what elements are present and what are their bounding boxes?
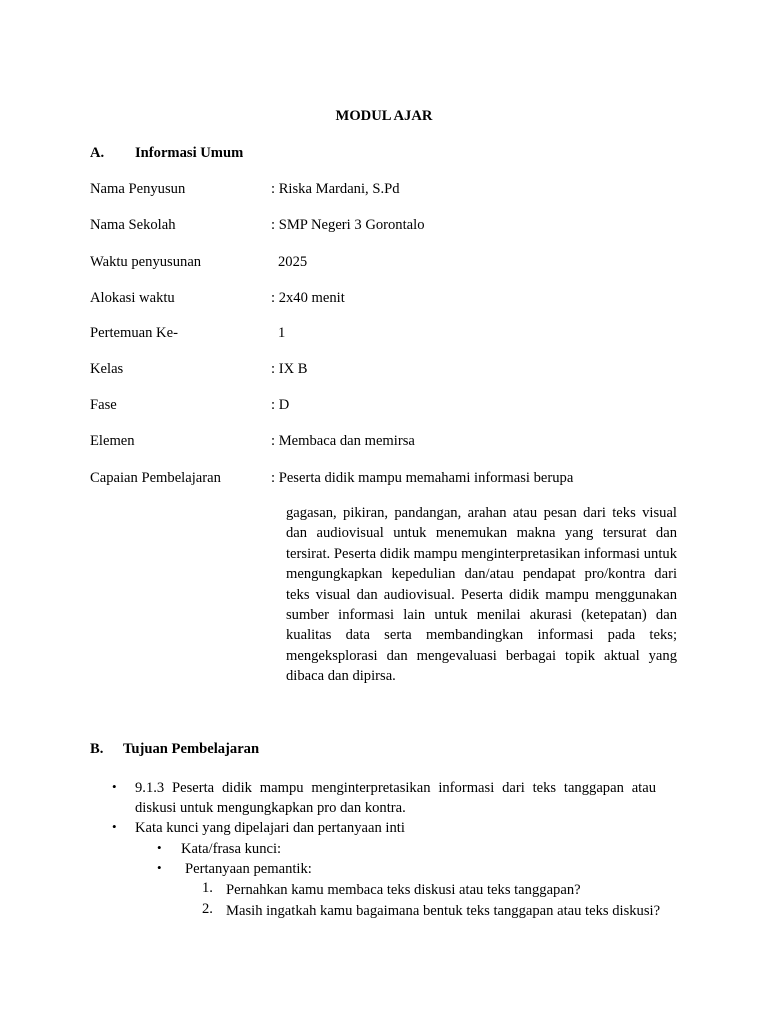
info-row-capaian	[90, 470, 690, 490]
sub-list-item-text: Kata/frasa kunci:	[181, 841, 282, 857]
section-a-title: Informasi Umum	[135, 145, 244, 161]
info-label: Alokasi waktu	[90, 290, 175, 306]
question-item	[202, 901, 682, 922]
bullet-marker: •	[157, 860, 162, 875]
info-label: Elemen	[90, 433, 135, 449]
info-row-nama-penyusun	[90, 181, 690, 201]
info-label: Capaian Pembelajaran	[90, 470, 221, 486]
list-item-text: Kata kunci yang dipelajari dan pertanyaan inti	[135, 820, 405, 836]
bullet-marker: •	[157, 840, 162, 855]
question-number: 2.	[202, 901, 213, 917]
info-row-elemen	[90, 433, 690, 453]
section-a-letter: A.	[90, 145, 105, 161]
info-value: : Peserta didik mampu memahami informasi berupa	[271, 470, 574, 486]
info-value: : IX B	[271, 361, 308, 377]
section-b-title: Tujuan Pembelajaran	[123, 741, 260, 757]
question-number: 1.	[202, 880, 213, 896]
list-item	[112, 778, 672, 820]
bullet-marker: •	[112, 779, 117, 794]
info-row-alokasi-waktu	[90, 290, 690, 310]
info-row-nama-sekolah	[90, 217, 690, 237]
info-row-pertemuan	[90, 325, 690, 345]
sub-list-item-text: Pertanyaan pemantik:	[185, 861, 312, 877]
section-b-letter: B.	[90, 741, 104, 757]
info-value: : SMP Negeri 3 Gorontalo	[271, 217, 425, 233]
sub-list-item	[157, 859, 457, 880]
section-a-heading	[90, 145, 243, 162]
info-row-fase	[90, 397, 690, 417]
question-text: Pernahkan kamu membaca teks diskusi atau teks tanggapan?	[226, 882, 581, 898]
info-label: Kelas	[90, 361, 124, 377]
info-label: Waktu penyusunan	[90, 254, 202, 270]
info-value: : 2x40 menit	[271, 290, 345, 306]
info-value: : Riska Mardani, S.Pd	[271, 181, 400, 197]
info-row-kelas	[90, 361, 690, 381]
info-value: 1	[278, 325, 286, 341]
document-title: MODUL AJAR	[335, 108, 433, 124]
info-label: Pertemuan Ke-	[90, 325, 178, 341]
list-item-text: 9.1.3 Peserta didik mampu menginterpretasikan informasi dari teks tanggapan atau diskusi untuk mengungkapkan pro dan kontra.	[135, 780, 656, 817]
section-b-heading	[90, 741, 259, 758]
question-item	[202, 880, 682, 901]
info-value: : Membaca dan memirsa	[271, 433, 415, 449]
sub-list-item	[157, 839, 457, 860]
question-text: Masih ingatkah kamu bagaimana bentuk teks tanggapan atau teks diskusi?	[226, 903, 661, 919]
info-value: 2025	[278, 254, 308, 270]
info-row-waktu-penyusunan	[90, 254, 690, 274]
info-label: Fase	[90, 397, 117, 413]
capaian-paragraph: gagasan, pikiran, pandangan, arahan atau pesan dari teks visual dan audiovisual untuk menemukan makna yang tersurat dan tersirat. Peserta didik mampu menginterpretasikan informasi untuk mengungkapkan kepedulian dan/atau pendapat pro/kontra dari teks visual dan audiovisual. Peserta didik mampu menggunakan sumber informasi lain untuk menilai akurasi (ketepatan) dan kualitas data serta membandingkan informasi pada teks; mengeksplorasi dan mengevaluasi berbagai topik aktual yang dibaca dan dipirsa.	[286, 505, 677, 685]
info-label: Nama Sekolah	[90, 217, 176, 233]
info-value: : D	[271, 397, 290, 413]
info-label: Nama Penyusun	[90, 181, 186, 197]
bullet-marker: •	[112, 819, 117, 834]
list-item	[112, 818, 672, 839]
